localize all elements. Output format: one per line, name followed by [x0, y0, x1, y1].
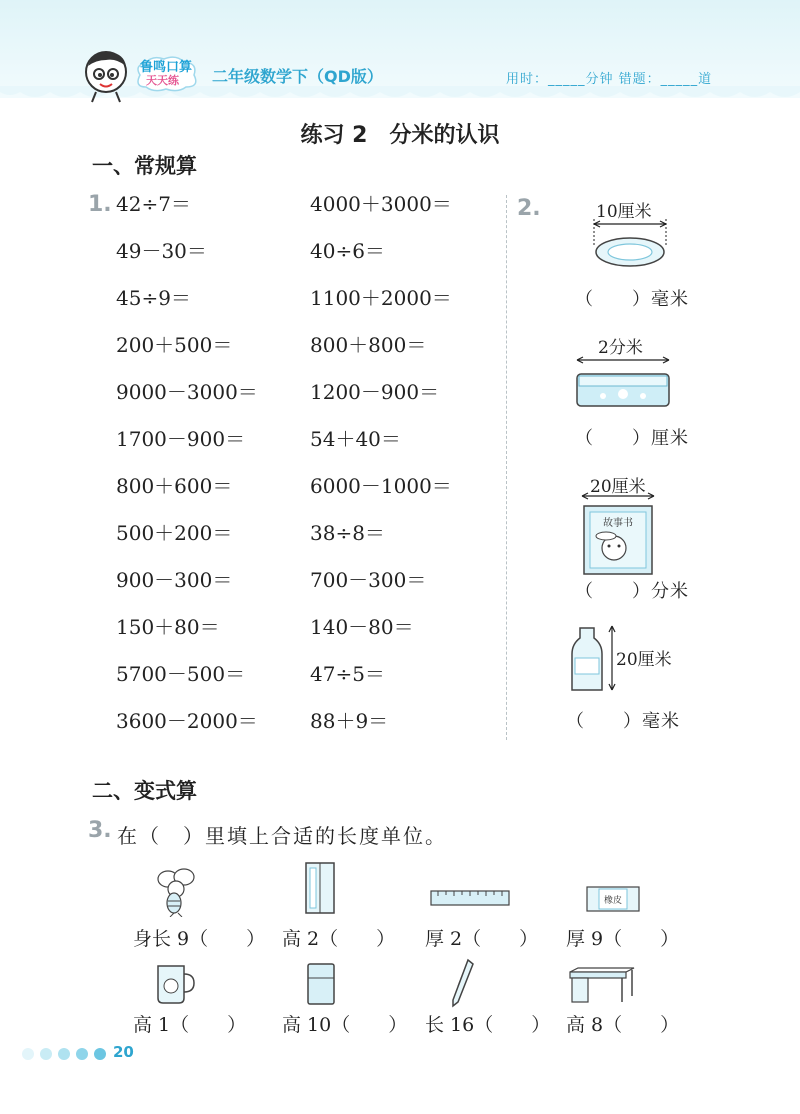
- q3-label-8: 高 8（ ）: [566, 1014, 680, 1036]
- q3-label-5: 高 1（ ）: [133, 1014, 247, 1036]
- calc-item-left: 49－30＝: [116, 239, 207, 263]
- question-number-2: 2.: [517, 196, 541, 221]
- calc-item-right: 1100＋2000＝: [310, 286, 452, 310]
- calc-item-right: 88＋9＝: [310, 709, 389, 733]
- calc-item-left: 150＋80＝: [116, 615, 220, 639]
- question-number-3: 3.: [88, 818, 112, 843]
- calc-item-left: 45÷9＝: [116, 286, 191, 310]
- q3-label-3: 厚 2（ ）: [425, 928, 539, 950]
- calc-item-left: 9000－3000＝: [116, 380, 258, 404]
- calc-item-left: 800＋600＝: [116, 474, 233, 498]
- pen-icon: [448, 958, 476, 1008]
- calc-item-right: 38÷8＝: [310, 521, 385, 545]
- storybook-icon: [578, 490, 658, 578]
- question-number-1: 1.: [88, 192, 112, 217]
- q2-measure-3: 20厘米: [590, 477, 646, 497]
- page-number: 20: [113, 1043, 134, 1061]
- q3-label-6: 高 10（ ）: [282, 1014, 408, 1036]
- pencil-box-icon: [573, 352, 673, 414]
- calc-item-left: 900－300＝: [116, 568, 233, 592]
- q2-answer-1: （ ）毫米: [575, 289, 689, 310]
- time-info: 用时：_____分钟 错题：_____道: [506, 72, 713, 87]
- book-title: 二年级数学下（QD版）: [212, 67, 383, 86]
- calc-item-right: 54＋40＝: [310, 427, 401, 451]
- wardrobe-icon: [302, 860, 338, 916]
- calc-item-right: 1200－900＝: [310, 380, 440, 404]
- calc-item-right: 6000－1000＝: [310, 474, 452, 498]
- cup-icon: [152, 960, 198, 1006]
- calc-item-left: 500＋200＝: [116, 521, 233, 545]
- q3-instruction: 在（ ）里填上合适的长度单位。: [117, 824, 447, 848]
- footer-dots-icon: [20, 1045, 110, 1063]
- calc-item-left: 200＋500＝: [116, 333, 233, 357]
- q3-label-1: 身长 9（ ）: [133, 928, 266, 950]
- plate-icon: [590, 216, 670, 272]
- eraser-label: 橡皮: [603, 896, 623, 906]
- q2-answer-2: （ ）厘米: [575, 428, 689, 449]
- brand-subtitle: 天天练: [146, 74, 179, 87]
- eraser-icon: [585, 884, 641, 914]
- calc-item-left: 3600－2000＝: [116, 709, 258, 733]
- q3-label-2: 高 2（ ）: [282, 928, 396, 950]
- calc-item-right: 800＋800＝: [310, 333, 427, 357]
- calc-item-right: 4000＋3000＝: [310, 192, 452, 216]
- calc-item-right: 700－300＝: [310, 568, 427, 592]
- q3-label-4: 厚 9（ ）: [566, 928, 680, 950]
- ruler-icon: [430, 888, 510, 908]
- page-title: 练习 2 分米的认识: [300, 123, 500, 148]
- q2-measure-4: 20厘米: [616, 650, 672, 670]
- q2-answer-3: （ ）分米: [575, 581, 689, 602]
- fridge-icon: [305, 962, 337, 1006]
- storybook-cover-text: 故事书: [603, 518, 633, 529]
- milk-bottle-icon: [570, 624, 620, 694]
- q2-measure-1: 10厘米: [596, 202, 652, 222]
- column-divider: [506, 195, 507, 740]
- brand-title: 鲁鸣口算: [140, 60, 193, 75]
- q2-answer-4: （ ）毫米: [566, 711, 680, 732]
- q3-label-7: 长 16（ ）: [425, 1014, 551, 1036]
- calc-item-left: 1700－900＝: [116, 427, 246, 451]
- calc-item-right: 40÷6＝: [310, 239, 385, 263]
- bee-icon: [150, 865, 200, 917]
- calc-item-left: 5700－500＝: [116, 662, 246, 686]
- desk-icon: [568, 966, 636, 1004]
- calc-item-right: 140－80＝: [310, 615, 414, 639]
- mascot-icon: [80, 48, 136, 104]
- section-heading-2: 二、变式算: [92, 779, 197, 803]
- section-heading-1: 一、常规算: [92, 154, 197, 178]
- calc-item-left: 42÷7＝: [116, 192, 191, 216]
- q2-measure-2: 2分米: [598, 338, 643, 358]
- calc-item-right: 47÷5＝: [310, 662, 385, 686]
